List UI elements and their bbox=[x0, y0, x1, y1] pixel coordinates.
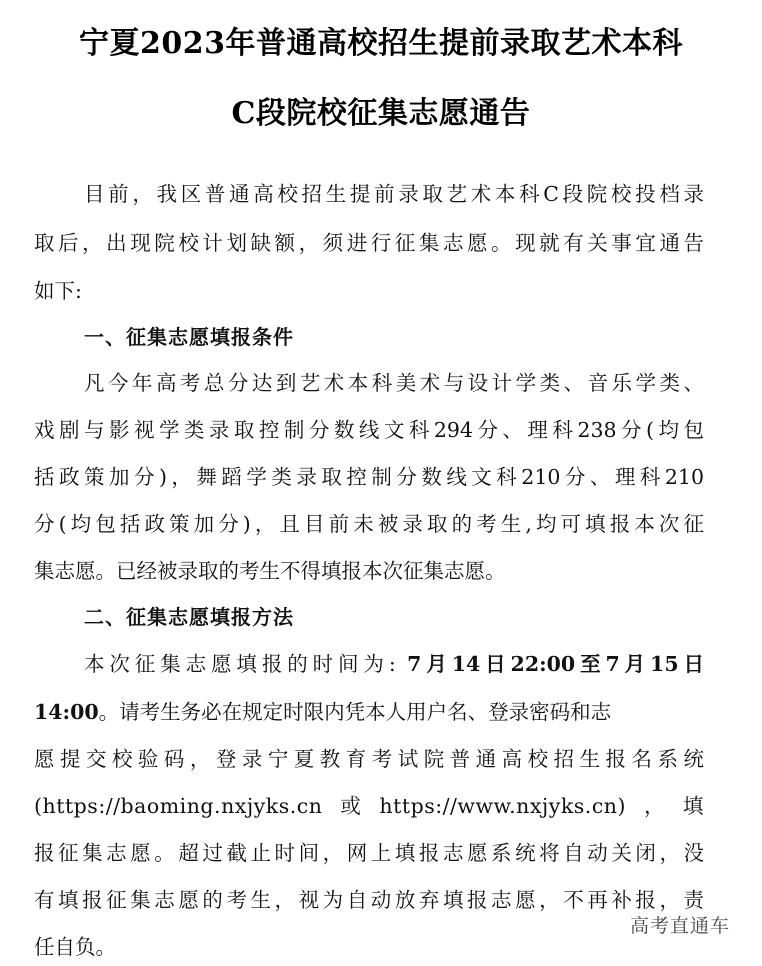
section-1-line-3: 括政策加分)，舞蹈学类录取控制分数线文科210分、理科210 bbox=[34, 465, 704, 489]
filing-time-start: 7月14日22:00至7月15日 bbox=[407, 652, 704, 676]
section-2-line-2 bbox=[34, 698, 704, 726]
intro-line-1: 目前，我区普通高校招生提前录取艺术本科C段院校投档录 bbox=[84, 182, 704, 206]
section-1-line-4: 分(均包括政策加分)，且目前未被录取的考生,均可填报本次征 bbox=[34, 512, 704, 536]
section-2-line-7: 任自负。 bbox=[34, 935, 116, 959]
document-title-line-2: C段院校征集志愿通告 bbox=[231, 96, 531, 131]
filing-time-end: 14:00 bbox=[34, 700, 99, 724]
source-watermark: 高考直通车 bbox=[629, 915, 730, 937]
section-2-line-6: 有填报征集志愿的考生，视为自动放弃填报志愿，不再补报，责 bbox=[34, 888, 704, 912]
filing-instructions: 。请考生务必在规定时限内凭本人用户名、登录密码和志 bbox=[98, 700, 612, 724]
section-1-heading: 一、征集志愿填报条件 bbox=[84, 325, 294, 349]
intro-line-3: 如下: bbox=[34, 279, 82, 303]
intro-line-2: 取后，出现院校计划缺额，须进行征集志愿。现就有关事宜通告 bbox=[34, 231, 704, 255]
section-1-line-2: 戏剧与影视学类录取控制分数线文科294分、理科238分(均包 bbox=[34, 418, 704, 442]
section-2-line-4-urls: (https://baoming.nxjyks.cn或https://www.nxjyks.cn)，填 bbox=[34, 794, 704, 818]
section-2-heading: 二、征集志愿填报方法 bbox=[84, 605, 294, 629]
section-2-line-5: 报征集志愿。超过截止时间，网上填报志愿系统将自动关闭，没 bbox=[34, 841, 704, 865]
section-1-line-5: 集志愿。已经被录取的考生不得填报本次征集志愿。 bbox=[34, 559, 506, 583]
filing-time-label: 本次征集志愿填报的时间为: bbox=[84, 652, 396, 676]
document-title-line-1: 宁夏2023年普通高校招生提前录取艺术本科 bbox=[79, 26, 683, 61]
section-2-line-1 bbox=[84, 650, 704, 678]
section-2-line-3: 愿提交校验码，登录宁夏教育考试院普通高校招生报名系统 bbox=[34, 747, 704, 771]
section-1-line-1: 凡今年高考总分达到艺术本科美术与设计学类、音乐学类、 bbox=[84, 371, 704, 395]
